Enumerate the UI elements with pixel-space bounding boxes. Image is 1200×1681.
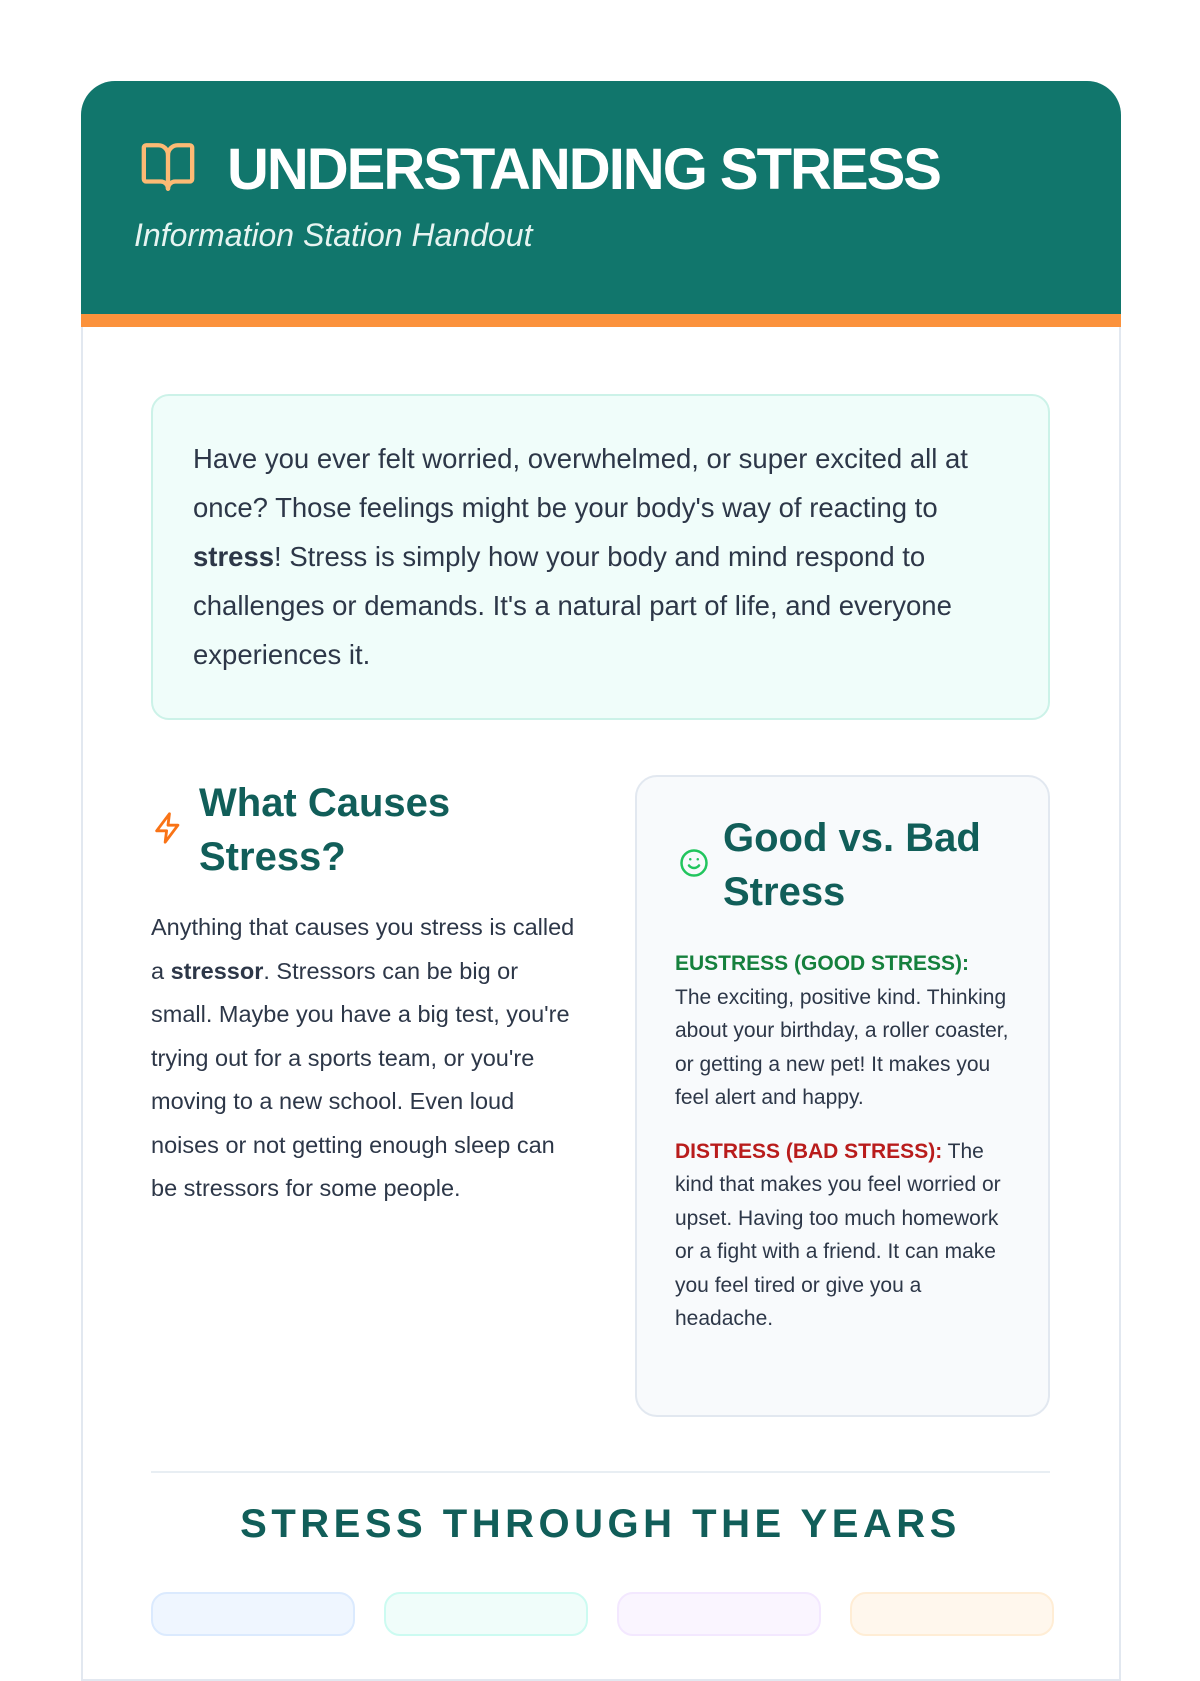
section-divider	[151, 1471, 1050, 1473]
causes-bold: stressor	[170, 957, 264, 984]
causes-heading	[151, 776, 479, 884]
intro-text-end: ! Stress is simply how your body and mind respond to challenges or demands. It's a natural part of life, and everyone experiences it.	[193, 541, 952, 670]
distress-paragraph	[675, 1135, 1010, 1336]
causes-title: What Causes Stress?	[199, 781, 451, 879]
years-heading: STRESS THROUGH THE YEARS	[240, 1502, 961, 1546]
page-subtitle: Information Station Handout	[134, 217, 533, 253]
eustress-paragraph	[675, 947, 1010, 1115]
intro-bold: stress	[193, 541, 275, 572]
years-card-2	[384, 1592, 588, 1636]
book-open-icon	[137, 138, 199, 201]
smile-icon	[679, 848, 709, 883]
eustress-label: EUSTRESS (GOOD STRESS):	[675, 952, 970, 975]
intro-box	[151, 394, 1050, 720]
years-card-4	[850, 1592, 1054, 1636]
intro-text: Have you ever felt worried, overwhelmed, or super excited all at once? Those feelings might be your body's way of reacting to	[193, 443, 968, 523]
header-accent-bar	[81, 314, 1121, 327]
years-card-1	[151, 1592, 355, 1636]
distress-text: The kind that makes you feel worried or upset. Having too much homework or a fight with a friend. It can make you feel tired or give you a headache.	[675, 1139, 1001, 1330]
lightning-icon	[151, 811, 185, 850]
header	[81, 81, 1121, 314]
good-bad-title: Good vs. Bad Stress	[723, 816, 981, 914]
causes-paragraph	[151, 906, 581, 1211]
causes-text: Anything that causes you stress is called a	[151, 914, 575, 984]
good-vs-bad-card	[635, 775, 1050, 1417]
eustress-text: The exciting, positive kind. Thinking about your birthday, a roller coaster, or getting a new pet! It makes you feel alert and happy.	[675, 985, 1009, 1109]
causes-text-end: . Stressors can be big or small. Maybe you have a big test, you're trying out for a sports team, or you're moving to a new school. Even loud noises or not getting enough sleep can be stressors for some people.	[151, 957, 570, 1201]
page-title: UNDERSTANDING STRESS	[227, 137, 940, 202]
years-card-3	[617, 1592, 821, 1636]
distress-label: DISTRESS (BAD STRESS):	[675, 1139, 943, 1163]
